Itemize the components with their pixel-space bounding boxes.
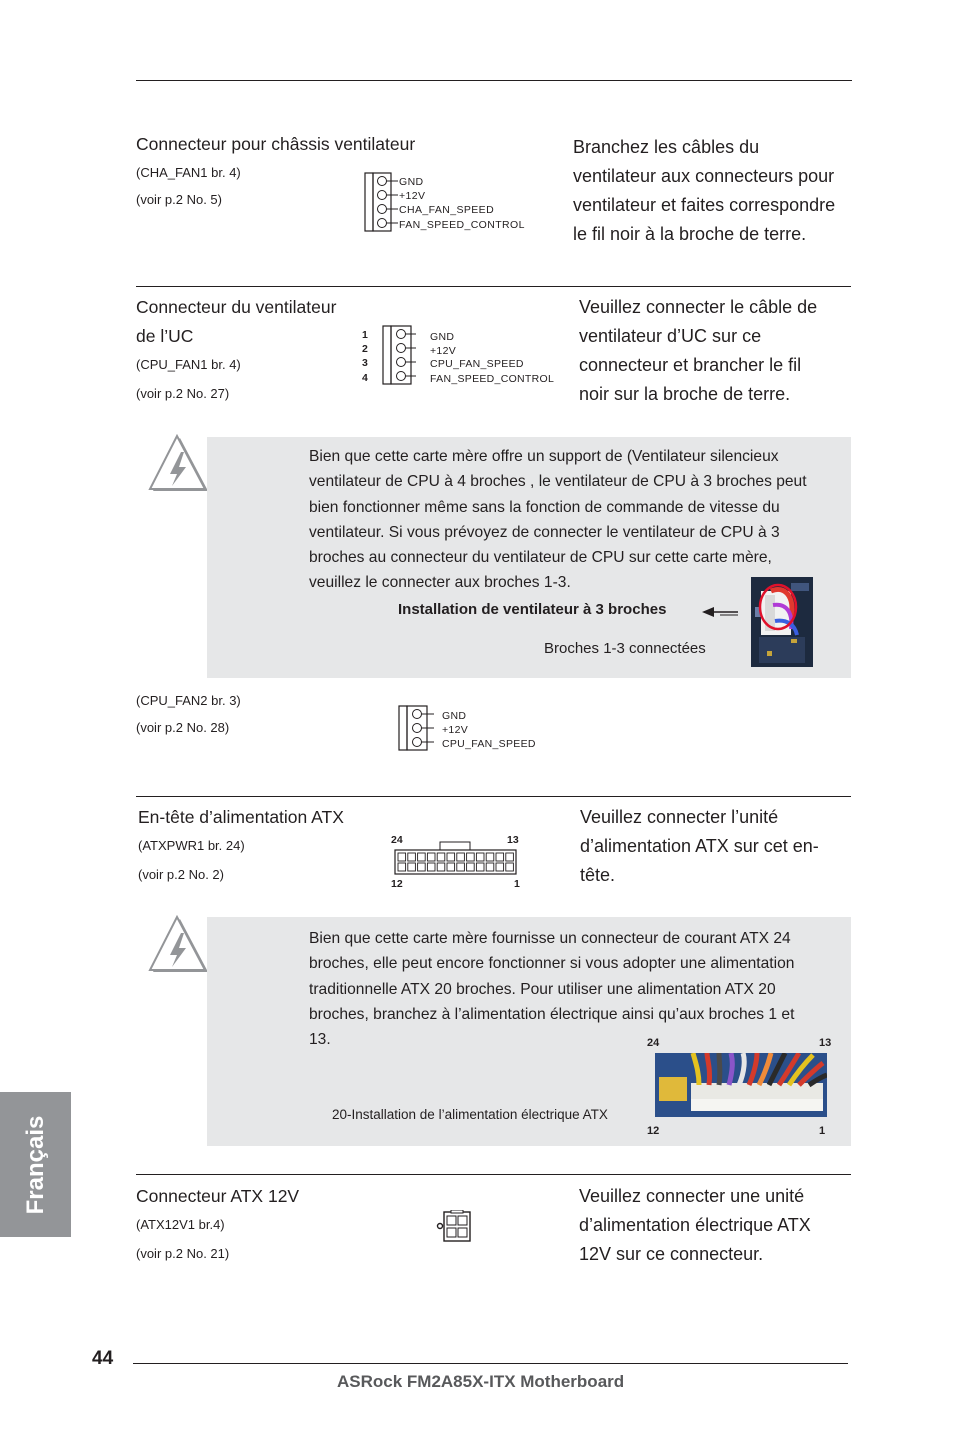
- atx-pin-cell: [506, 863, 514, 871]
- atx12v-id: (ATX12V1 br.4): [136, 1217, 225, 1232]
- cha-fan-connector-diagram: [364, 172, 544, 234]
- atx-note-text: Bien que cette carte mère fournisse un connecteur de courant ATX 24 broches, elle peut encore fonctionner si vous adopter une alimentation traditionnelle ATX 20 broches. Pour utiliser une alimentation ATX 20 broches, branchez à l’alimentation électrique ainsi qu’aux broches 1 et 13.: [309, 930, 795, 1049]
- cpu-fan-ref: (voir p.2 No. 27): [136, 386, 230, 401]
- cpu-pin-number-4: 4: [362, 372, 368, 384]
- atx-pin-cell: [408, 853, 416, 861]
- atx-pin-cell: [408, 863, 416, 871]
- atx-photo-label-12: 12: [647, 1125, 660, 1137]
- cpu-fan-note-text: Bien que cette carte mère offre un support de (Ventilateur silencieux ventilateur de CPU à 4 broches , le ventilateur de CPU à 3 broches peut bien fonctionner même sans la fonction de commande de vitesse du ventilateur. Si vous prévoyez de connecter le ventilateur de CPU à 3 broches au connecteur du ventilateur de CPU sur cette carte mère, veuillez le connecter aux broches 1-3.: [309, 448, 807, 592]
- atx12v-connector-diagram: [434, 1210, 474, 1244]
- arrow-left-icon: [700, 605, 740, 619]
- cha-pin-3-label: CHA_FAN_SPEED: [399, 204, 495, 216]
- atx-id: (ATXPWR1 br. 24): [138, 838, 245, 853]
- atx-pin-cell: [447, 853, 455, 861]
- atx-photo-caption: 20-Installation de l’alimentation électrique ATX: [332, 1107, 608, 1122]
- atx-pin-cell: [486, 863, 494, 871]
- warning-icon: [148, 915, 210, 975]
- atx-pin-cell: [437, 853, 445, 861]
- atx-pin-cell: [398, 863, 406, 871]
- atx-pin-cell: [398, 853, 406, 861]
- atx-pin-cell: [437, 863, 445, 871]
- cpu2-pin-1-label: GND: [442, 710, 467, 722]
- atx-pin-cell: [457, 853, 465, 861]
- atx-pin-cell: [447, 863, 455, 871]
- cha-fan-id: (CHA_FAN1 br. 4): [136, 165, 241, 180]
- three-pin-install-label: Installation de ventilateur à 3 broches: [398, 601, 667, 618]
- cpu-pin-2-label: +12V: [430, 345, 457, 357]
- atx-pin-cell: [467, 863, 475, 871]
- atx-pin-cell: [496, 853, 504, 861]
- atx-pin-cell: [486, 853, 494, 861]
- atx-pin-cell: [506, 853, 514, 861]
- atx-pin-cell: [476, 863, 484, 871]
- atx12v-description: Veuillez connecter une unité d’alimentation électrique ATX 12V sur ce connecteur.: [579, 1186, 811, 1264]
- atx-photo-label-1: 1: [819, 1125, 826, 1137]
- atx12v-title: Connecteur ATX 12V: [136, 1186, 300, 1206]
- section-divider: [136, 796, 851, 797]
- cpu-fan-description: Veuillez connecter le câble de ventilateur d’UC sur ce connecteur et brancher le fil noir sur la broche de terre.: [579, 297, 818, 404]
- footer-title: ASRock FM2A85X-ITX Motherboard: [337, 1372, 625, 1391]
- atx-pin-1-label: 1: [514, 878, 520, 890]
- cpu-fan-id: (CPU_FAN1 br. 4): [136, 357, 241, 372]
- atx-photo-label-13: 13: [819, 1037, 832, 1049]
- pins-connected-label: Broches 1-3 connectées: [544, 640, 706, 657]
- atx-pin-cell: [457, 863, 465, 871]
- cpu-pin-number-3: 3: [362, 357, 368, 369]
- cpu-pin-number-1: 1: [362, 329, 368, 341]
- cpu-pin-4-label: FAN_SPEED_CONTROL: [430, 373, 554, 385]
- atx-pin-24-label: 24: [391, 834, 403, 846]
- atx-pin-13-label: 13: [507, 834, 519, 846]
- cpu-fan2-connector-diagram: [398, 705, 538, 753]
- cpu-fan-title-2: de l’UC: [136, 326, 194, 346]
- language-side-tab-label: Français: [21, 1115, 49, 1214]
- cpu2-pin-2-label: +12V: [442, 724, 469, 736]
- language-side-tab: [0, 1092, 71, 1237]
- atx-pin-cell: [418, 853, 426, 861]
- atx-pin-12-label: 12: [391, 878, 403, 890]
- atx-pin-cell: [427, 863, 435, 871]
- atx-description: Veuillez connecter l’unité d’alimentation ATX sur cet en- tête.: [580, 807, 819, 885]
- cha-pin-1-label: GND: [399, 176, 424, 188]
- atx-pin-cell: [467, 853, 475, 861]
- cpu-fan-title-1: Connecteur du ventilateur: [136, 297, 337, 317]
- cha-fan-description: Branchez les câbles du ventilateur aux connecteurs pour ventilateur et faites correspondre le fil noir à la broche de terre.: [573, 137, 836, 244]
- cpu-fan2-id: (CPU_FAN2 br. 3): [136, 693, 241, 708]
- atx-photo-label-24: 24: [647, 1037, 660, 1049]
- footer-rule: [133, 1363, 848, 1364]
- cpu-fan-connector-diagram: [358, 325, 554, 387]
- cha-pin-4-label: FAN_SPEED_CONTROL: [399, 219, 525, 231]
- cpu-pin-number-2: 2: [362, 343, 368, 355]
- atx-title: En-tête d’alimentation ATX: [138, 807, 344, 827]
- atx-pin-cell: [427, 853, 435, 861]
- cha-fan-ref: (voir p.2 No. 5): [136, 192, 222, 207]
- section-divider: [136, 286, 851, 287]
- cpu2-pin-3-label: CPU_FAN_SPEED: [442, 738, 536, 750]
- atx-pin-cell: [496, 863, 504, 871]
- cha-pin-2-label: +12V: [399, 190, 426, 202]
- atx-pin-cell: [418, 863, 426, 871]
- page-number: 44: [92, 1348, 114, 1369]
- atx-ref: (voir p.2 No. 2): [138, 867, 224, 882]
- cha-fan-title: Connecteur pour châssis ventilateur: [136, 134, 416, 154]
- cpu-pin-3-label: CPU_FAN_SPEED: [430, 358, 524, 370]
- atx-pin-cell: [476, 853, 484, 861]
- atx-power-photo: [655, 1053, 827, 1117]
- header-rule: [136, 80, 852, 81]
- warning-icon: [148, 434, 210, 494]
- section-divider: [136, 1174, 851, 1175]
- cpu-fan2-ref: (voir p.2 No. 28): [136, 720, 230, 735]
- fan-connector-photo: [751, 577, 813, 667]
- atx12v-ref: (voir p.2 No. 21): [136, 1246, 230, 1261]
- atx-24pin-diagram: [388, 832, 528, 894]
- cpu-pin-1-label: GND: [430, 331, 455, 343]
